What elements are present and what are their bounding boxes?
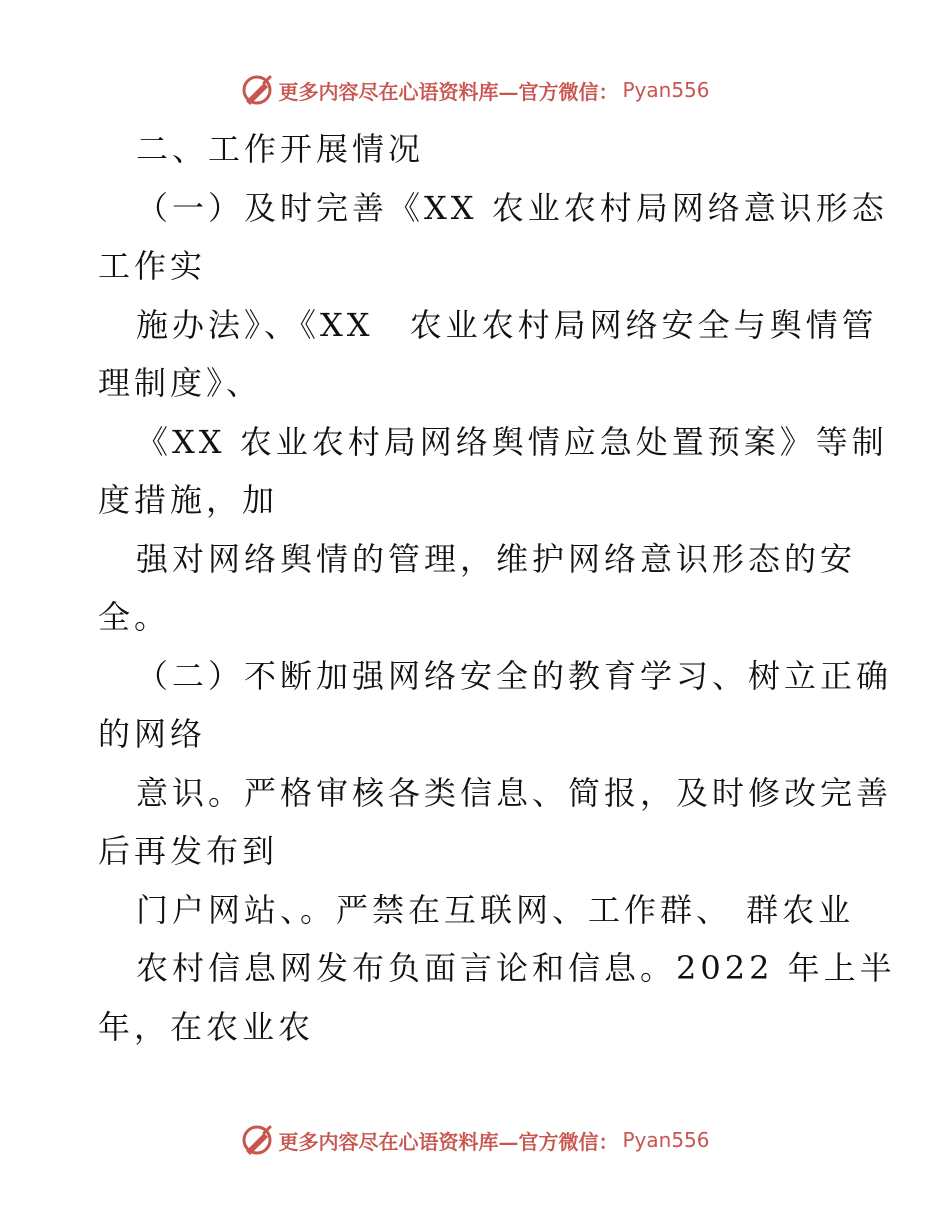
paragraph-line: 意识。严格审核各类信息、简报，及时修改完善 bbox=[136, 773, 893, 812]
paragraph-line: 后再发布到 bbox=[98, 832, 279, 870]
footer-banner-wechat-id: Pyan556 bbox=[622, 1128, 710, 1152]
paragraph-line: 的网络 bbox=[98, 715, 207, 753]
paragraph-line: 工作实 bbox=[98, 247, 207, 285]
paragraph-line: 度措施，加 bbox=[98, 481, 279, 519]
pen-logo-icon bbox=[240, 1123, 274, 1157]
paragraph-line: （一）及时完善《XX 农业农村局网络意识形态 bbox=[136, 188, 888, 227]
paragraph-line: 《XX 农业农村局网络舆情应急处置预案》等制 bbox=[136, 422, 888, 461]
paragraph-line: 门户网站、。严禁在互联网、工作群、 群农业 bbox=[136, 890, 855, 929]
footer-banner-text: 更多内容尽在心语资料库—官方微信： bbox=[278, 1129, 619, 1154]
header-watermark-banner bbox=[0, 70, 950, 110]
header-banner-text: 更多内容尽在心语资料库—官方微信： bbox=[278, 79, 619, 104]
paragraph-line: （二）不断加强网络安全的教育学习、树立正确 bbox=[136, 656, 893, 695]
document-body bbox=[98, 120, 896, 1056]
paragraph-line: 年，在农业农 bbox=[98, 1007, 315, 1046]
paragraph-line: 强对网络舆情的管理，维护网络意识形态的安 bbox=[136, 539, 857, 578]
footer-watermark-banner bbox=[0, 1120, 950, 1160]
paragraph-line: 施办法》、《XX 农业农村局网络安全与舆情管 bbox=[136, 305, 878, 344]
pen-logo-icon bbox=[240, 73, 274, 107]
paragraph-line: 全。 bbox=[98, 598, 171, 636]
paragraph-line: 理制度》、 bbox=[98, 364, 263, 402]
paragraph-line: 农村信息网发布负面言论和信息。2022 年上半 bbox=[136, 949, 896, 987]
header-banner-wechat-id: Pyan556 bbox=[622, 78, 710, 102]
section-heading: 二、工作开展情况 bbox=[136, 130, 425, 168]
